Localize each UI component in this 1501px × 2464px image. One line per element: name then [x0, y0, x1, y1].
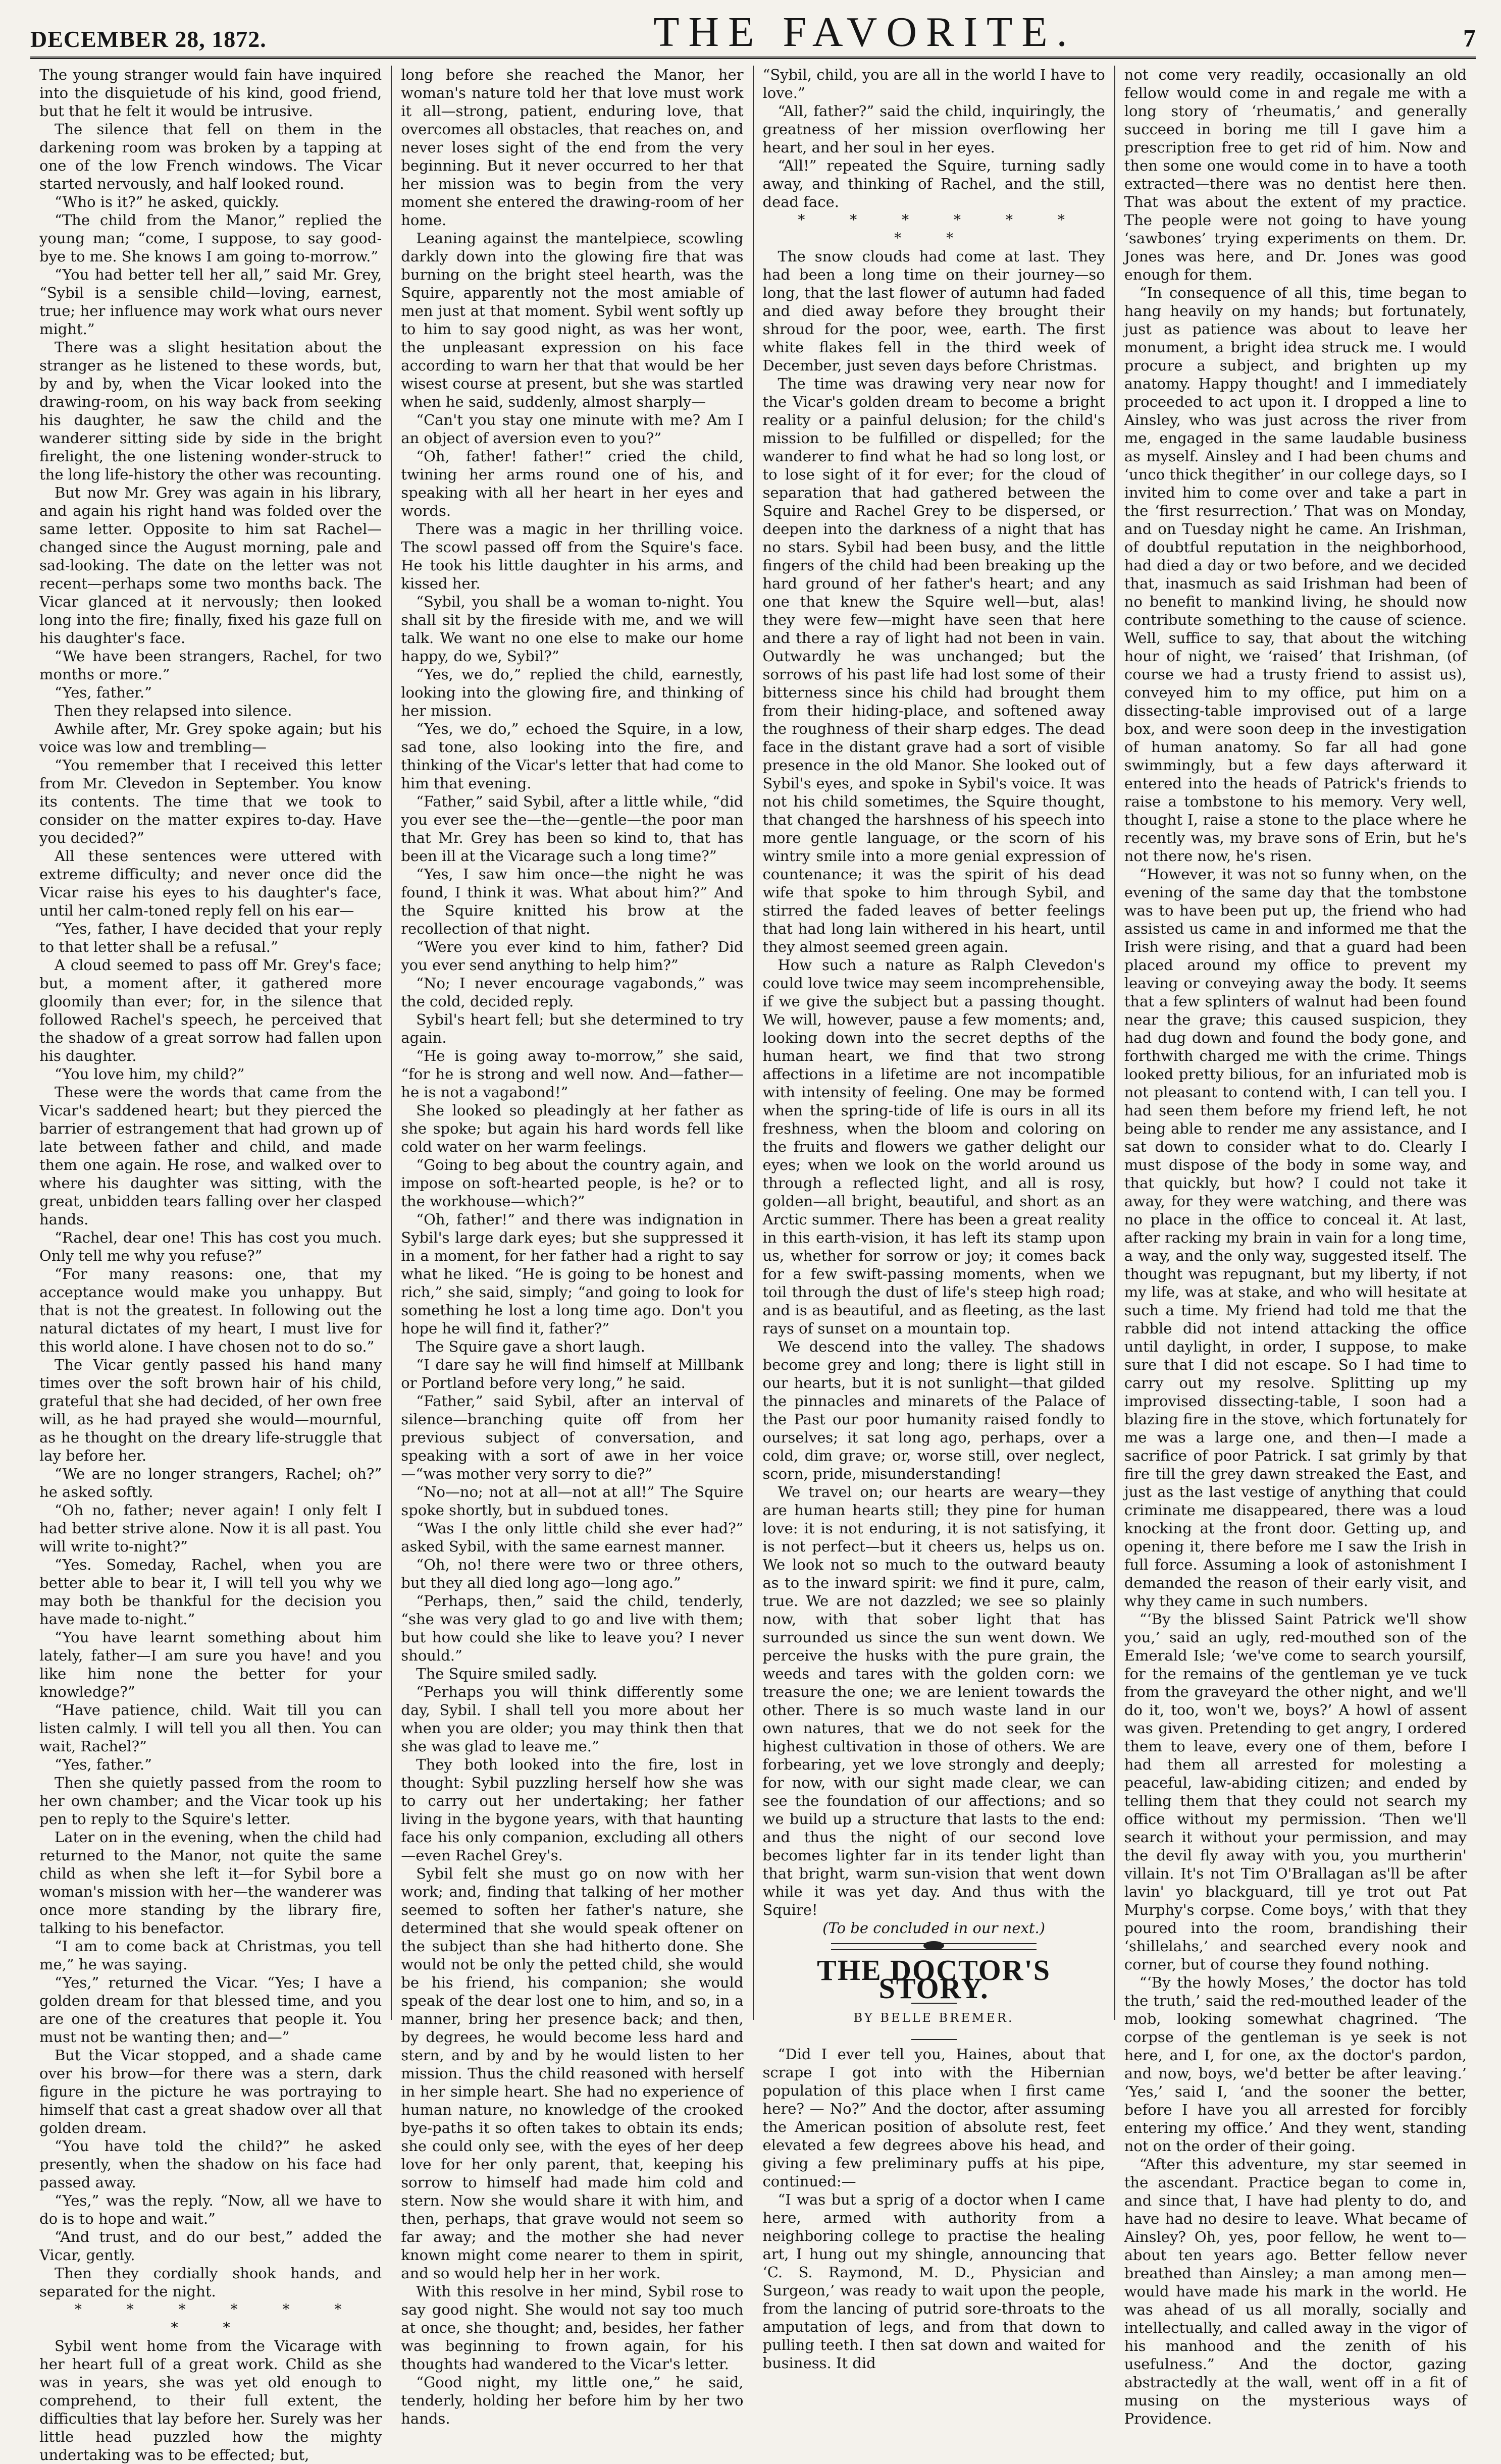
- paragraph: Leaning against the mantelpiece, scowling darkly down into the glowing fire that was burning on the bright steel hearth, was the Squire, apparently not the most amiable of men just at that moment. Sybil went softly up to him to say good night, as was her wont, the unpleasant expression on his face according to warn her that that would be her wisest course at present, but she was startled when he said, suddenly, almost sharply—: [401, 230, 744, 410]
- paragraph: “You have told the child?” he asked presently, when the shadow on his face had passed away.: [39, 2137, 382, 2191]
- section-divider: [831, 1943, 1037, 1950]
- paragraph: There was a slight hesitation about the stranger as he listened to these words, but, by and by, when the Vicar looked into the drawing-room, on his way back from seeking his daughter, he saw the child and the wanderer sitting side by side in the bright firelight, the one listening wonder-struck to the long life-history the other was recounting.: [39, 339, 382, 483]
- paragraph: “Perhaps, then,” said the child, tenderly, “she was very glad to go and live with them; but how could she like to leave you? I never should.”: [401, 1592, 744, 1664]
- paragraph: “Who is it?” he asked, quickly.: [55, 193, 280, 210]
- paragraph: “Going to beg about the country again, and impose on soft-hearted people, is he? or to the workhouse—which?”: [401, 1156, 744, 1210]
- paragraph: “Yes, father.”: [55, 684, 152, 701]
- paragraph: Sybil went home from the Vicarage with her heart full of a great work. Child as she was in years, she was yet old enough to comprehend, to their full extent, the difficulties that lay before her. Surely was her little head puzzled how the mighty undertaking was to be effected; but,: [39, 2337, 382, 2463]
- paragraph: But the Vicar stopped, and a shade came over his brow—for there was a stern, dark figure in the picture he was portraying to himself that cast a great shadow over all that golden dream.: [39, 2047, 382, 2136]
- paragraph: “However, it was not so funny when, on the evening of the same day that the tombstone was to have been put up, the friend who had assisted us came in and informed me that the Irish were rising, and that a guard had been placed around my office to prevent my leaving or conveying away the body. It seems that a few splinters of walnut had been found near the grave; this caused suspicion, they had dug down and found the body gone, and forthwith charged me with the crime. Things looked pretty bilious, for an infuriated mob is not pleasant to contend with, I can tell you. I had seen them before my friend left, he not being able to render me any assistance, and I sat down to consider what to do. Clearly I must dispose of the body in some way, and that quickly, but how? I could not take it away, for they were watching, and there was no place in the office to conceal it. At last, after racking my brain in vain for a long time, a way, and the only way, suggested itself. The thought was repugnant, but my liberty, if not my life, was at stake, and who will hesitate at such a time. My friend had told me that the rabble did not intend attacking the office until daylight, in order, I suppose, to make sure that I did not escape. So I had time to carry out my resolve. Splitting up my improvised dissecting-table, I soon had a blazing fire in the stove, which fortunately for me was a large one, and then—I made a sacrifice of poor Patrick. I sat grimly by that fire till the grey dawn streaked the East, and just as the last vestige of anything that could criminate me disappeared, there was a loud knocking at the front door. Getting up, and opening it, there before me I saw the Irish in full force. Assuming a look of astonishment I demanded the reason of their early visit, and why they came in such numbers.: [1124, 866, 1467, 1610]
- paragraph: “Father,” said Sybil, after a little while, “did you ever see the—the—gentle—the poor man that Mr. Grey has been so kind to, that has been ill at the Vicarage such a long time?”: [401, 793, 744, 865]
- paragraph: We travel on; our hearts are weary—they are human hearts still; they pine for human love: it is not enduring, it is not satisfying, it is not perfect—but it cheers us, helps us on. We look not so much to the outward beauty as to the inward spirit: we find it pure, calm, true. We are not dazzled; we see so plainly now, with that sober light that has surrounded us since the sun went down. We perceive the husks with the pure grain, the weeds and tares with the golden corn: we treasure the one; we are lenient towards the other. There is so much waste land in our own natures, that we do not seek for the highest cultivation in those of others. We are forbearing, yet we love strongly and deeply; for now, with our sight made clear, we can see the foundation of our affections; and so we build up a structure that lasts to the end: and thus the night of our second love becomes lighter far in its tender light than that bright, warm sun-vision that went down while it was yet day. And thus with the Squire!: [762, 1483, 1105, 1918]
- paragraph: “Sybil, you shall be a woman to-night. You shall sit by the fireside with me, and we will talk. We want no one else to make our home happy, do we, Sybil?”: [401, 593, 744, 665]
- paragraph: How such a nature as Ralph Clevedon's could love twice may seem incomprehensible, if we give the subject but a passing thought. We will, however, pause a few moments; and, looking down into the secret depths of the human heart, we find that two strong affections in a lifetime are not incompatible with intensity of feeling. One may be formed when the spring-tide of life is ours in all its freshness, when the bloom and coloring on the fruits and flowers we gather delight our eyes; when we look on the world around us through a reflected light, and all is rosy, golden—all bright, beautiful, and short as an Arctic summer. There has been a great reality in this earth-vision, it has left its stamp upon us, whether for sorrow or joy; it comes back for a few swift-passing moments, when we toil through the dust of life's steep high road; and is as beautiful, and as fleeting, as the last rays of sunset on a mountain top.: [762, 956, 1105, 1337]
- text-columns: [30, 66, 1476, 2463]
- paragraph: “Yes, we do,” echoed the Squire, in a low, sad tone, also looking into the fire, and thinking of the Vicar's letter that had come to him that evening.: [401, 720, 744, 792]
- paragraph: The Vicar gently passed his hand many times over the soft brown hair of his child, grateful that she had decided, of her own free will, as he had prayed she would—mournful, as he thought on the dreary life-struggle that lay before her.: [39, 1356, 382, 1464]
- paragraph: “Yes,” was the reply. “Now, all we have to do is to hope and wait.”: [39, 2192, 382, 2227]
- paragraph: The young stranger would fain have inquired into the disquietude of his kind, good friend, but that he felt it would be intrusive.: [39, 66, 382, 120]
- page-header: [30, 10, 1476, 59]
- paragraph: All these sentences were uttered with extreme difficulty; and never once did the Vicar raise his eyes to his daughter's face, until her calm-toned reply fell on his ear—: [39, 847, 382, 919]
- paragraph: “Yes, father.”: [55, 1756, 152, 1773]
- paragraph: “Sybil, child, you are all in the world I have to love.”: [762, 66, 1105, 101]
- continuation-note: (To be concluded in our next.): [822, 1919, 1046, 1937]
- column-3: [754, 66, 1115, 2372]
- byline-rule: [911, 2039, 957, 2040]
- paragraph: “Rachel, dear one! This has cost you much. Only tell me why you refuse?”: [39, 1229, 382, 1264]
- paragraph: “I dare say he will find himself at Millbank or Portland before very long,” he said.: [401, 1356, 744, 1391]
- paragraph: “We are no longer strangers, Rachel; oh?” he asked softly.: [39, 1465, 382, 1501]
- story-title: THE DOCTOR'S STORY.: [817, 1954, 1051, 2005]
- paragraph: “Yes, father, I have decided that your reply to that letter shall be a refusal.”: [39, 920, 382, 955]
- paragraph: “Father,” said Sybil, after an interval of silence—branching quite off from her previous subject of conversation, and speaking with a sort of awe in her voice—“was mother very sorry to die?”: [401, 1392, 744, 1482]
- paragraph: Sybil felt she must go on now with her work; and, finding that talking of her mother seemed to soften her father's nature, she determined that she would speak oftener on the subject than she had hitherto done. She would not be only the petted child, she would be his friend, his companion; she would speak of the dear lost one to him, and so, in a manner, bring her presence back; and then, by degrees, he would become less hard and stern, and by and by he would listen to her mission. Thus the child reasoned with herself in her simple heart. She had no experience of human nature, no knowledge of the crooked bye-paths it so often takes to obtain its ends; she could only see, with the eyes of her deep love for her only parent, that, keeping his sorrow to himself had made him cold and stern. Now she would share it with him, and then, perhaps, that grave would not seem so far away; and the mother she had never known might come nearer to them in spirit, and so would help her in her work.: [401, 1865, 744, 2282]
- paragraph: The Squire gave a short laugh.: [416, 1338, 645, 1355]
- paragraph: long before she reached the Manor, her woman's nature told her that love must work it all—strong, patient, enduring love, that overcomes all obstacles, that reaches on, and never loses sight of the end from the very beginning. But it never occurred to her that her mission was to begin from the very moment she entered the drawing-room of her home.: [401, 66, 744, 229]
- paragraph: “Oh, no! there were two or three others, but they all died long ago—long ago.”: [401, 1556, 744, 1591]
- paragraph: “For many reasons: one, that my acceptance would make you unhappy. But that is not the greatest. In following out the natural dictates of my heart, I must live for this world alone. I have chosen not to do so.”: [39, 1265, 382, 1355]
- paragraph: “All, father?” said the child, inquiringly, the greatness of her mission overflowing her heart, and her soul in her eyes.: [762, 102, 1105, 156]
- paragraph: The time was drawing very near now for the Vicar's golden dream to become a bright reality or a painful delusion; for the child's mission to be fulfilled or dispelled; for the wanderer to find what he had so long lost, or to lose sight of it for ever; for the cloud of separation that had gathered between the Squire and Rachel Grey to be dispersed, or deepen into the darkness of a night that has no stars. Sybil had been busy, and the little fingers of the child had been breaking up the hard ground of her father's heart; and any one that knew the Squire well—but, alas! they were few—might have seen that here and there a ray of light had not been in vain. Outwardly he was unchanged; but the sorrows of his past life had lost some of their bitterness since his child had brought them from their hiding-place, and softened away the roughness of their sharp edges. The dead face in the distant grave had a sort of visible presence in the old Manor. She looked out of Sybil's eyes, and spoke in Sybil's voice. It was not his child sometimes, the Squire thought, that changed the harshness of his speech into more gentle language, or the scorn of his wintry smile into a more genial expression of countenance; it was the spirit of his dead wife that spoke to him through Sybil, and stirred the faded leaves of better feelings that had long lain withered in his heart, until they almost seemed green again.: [762, 375, 1105, 955]
- paragraph: “In consequence of all this, time began to hang heavily on my hands; but fortunately, just as patience was about to leave her monument, a bright idea struck me. I would procure a subject, and brighten up my anatomy. Happy thought! and I immediately proceeded to act upon it. I dropped a line to Ainsley, who was just across the river from me, engaged in the same laudable business as myself. Ainsley and I had been chums and ‘unco thick thegither’ in our college days, so I invited him to come over and take a part in the ‘first resurrection.’ That was on Monday, and on Tuesday night he came. An Irishman, of doubtful reputation in the neighborhood, had died a day or two before, and we decided that, inasmuch as said Irishman had been of no benefit to mankind living, he should now contribute something to the cause of science. Well, suffice to say, that about the witching hour of night, we ‘raised’ that Irishman, (of course we had a trusty friend to assist us), conveyed him to my office, put him on a dissecting-table improvised out of a large box, and were soon deep in the investigation of human anatomy. So far all had gone swimmingly, but a few days afterward it entered into the heads of Patrick's friends to raise a tombstone to his memory. Very well, thought I, raise a stone to the place where he recently was, my brave sons of Erin, but he's not there now, he's risen.: [1124, 284, 1467, 865]
- story-byline: BY BELLE BREMER.: [853, 2011, 1014, 2025]
- paragraph: These were the words that came from the Vicar's saddened heart; but they pierced the barrier of estrangement that had grown up of late between father and child, and made them one again. He rose, and walked over to where his daughter was sitting, with the great, unbidden tears falling over her clasped hands.: [39, 1084, 382, 1228]
- paragraph: Then they relapsed into silence.: [55, 702, 292, 719]
- paragraph: “All!” repeated the Squire, turning sadly away, and thinking of Rachel, and the still, dead face.: [762, 157, 1105, 210]
- paragraph: “‘By the howly Moses,’ the doctor has told the truth,’ said the red-mouthed leader of the mob, looking somewhat chagrined. ‘The corpse of the gentleman is ye seek is not here, and I, for one, ax the doctor's pardon, and now, boys, we'd better be after leaving.’ ‘Yes,’ said I, ‘and the sooner the better, before I have you all arrested for forcibly entering my office.’ And they went, standing not on the order of their going.: [1124, 1974, 1467, 2155]
- paragraph: The snow clouds had come at last. They had been a long time on their journey—so long, that the last flower of autumn had faded and died away before they brought their shroud for the poor, wee, earth. The first white flakes fell in the third week of December, just seven days before Christmas.: [762, 248, 1105, 374]
- paragraph: “Was I the only little child she ever had?” asked Sybil, with the same earnest manner.: [401, 1520, 744, 1555]
- paragraph: “After this adventure, my star seemed in the ascendant. Practice began to come in, and since that, I have had plenty to do, and have had no desire to leave. What became of Ainsley? Oh, yes, poor fellow, he went to—about ten years ago. Better fellow never breathed than Ainsley; a man among men—would have made his mark in the world. He was ahead of us all morally, socially and intellectually, and called away in the vigor of his manhood and the zenith of his usefulness.” And the doctor, gazing abstractedly at the wall, went off in a fit of musing on the mysterious ways of Providence.: [1124, 2156, 1467, 2427]
- paragraph: “No; I never encourage vagabonds,” was the cold, decided reply.: [401, 975, 744, 1010]
- paragraph: “I was but a sprig of a doctor when I came here, armed with authority from a neighboring college to practise the healing art, I hung out my shingle, announcing that ‘C. S. Raymond, M. D., Physician and Surgeon,’ was ready to wait upon the people, from the lancing of putrid sore-throats to the amputation of legs, and from that down to pulling teeth. I then sat down and waited for business. It did: [762, 2191, 1105, 2372]
- section-break-stars: * * * * * * * *: [74, 2301, 362, 2336]
- paragraph: “Yes. Someday, Rachel, when you are better able to bear it, I will tell you why we may both be thankful for the decision you have made to-night.”: [39, 1556, 382, 1628]
- column-4: [1115, 66, 1476, 2427]
- issue-date: DECEMBER 28, 1872.: [30, 26, 267, 52]
- paragraph: “The child from the Manor,” replied the young man; “come, I suppose, to say good-bye to me. She knows I am going to-morrow.”: [39, 211, 382, 265]
- paragraph: “Perhaps you will think differently some day, Sybil. I shall tell you more about her when you are older; you may think then that she was glad to leave me.”: [401, 1683, 744, 1755]
- paragraph: not come very readily, occasionally an old fellow would come in and regale me with a long story of ‘rheumatis,’ and generally succeed in boring me till I gave him a prescription free to get rid of him. Now and then some one would come in to have a tooth extracted—there was no dentist here then. That was about the extent of my practice. The people were not going to have young ‘sawbones’ trying experiments on them. Dr. Jones was here, and Dr. Jones was good enough for them.: [1124, 66, 1467, 283]
- paragraph: “Oh no, father; never again! I only felt I had better strive alone. Now it is all past. You will write to-night?”: [39, 1502, 382, 1555]
- column-1: [30, 66, 392, 2463]
- paragraph: “Yes, I saw him once—the night he was found, I think it was. What about him?” And the Squire knitted his brow at the recollection of that night.: [401, 866, 744, 937]
- paragraph: “Good night, my little one,” he said, tenderly, holding her before him by her two hands.: [401, 2374, 744, 2427]
- page-number: 7: [1463, 24, 1476, 52]
- paragraph: They both looked into the fire, lost in thought: Sybil puzzling herself how she was to carry out her undertaking; her father living in the bygone years, with that haunting face his only companion, excluding all others—even Rachel Grey's.: [401, 1756, 744, 1864]
- paragraph: “Oh, father!” and there was indignation in Sybil's large dark eyes; but she suppressed it in a moment, for her father had a right to say what he liked. “He is going to be honest and rich,” she said, simply; “and going to look for something he lost a long time ago. Don't you hope he will find it, father?”: [401, 1211, 744, 1337]
- paragraph: “Have patience, child. Wait till you can listen calmly. I will tell you all then. You can wait, Rachel?”: [39, 1701, 382, 1755]
- paragraph: “You love him, my child?”: [55, 1065, 245, 1083]
- paragraph: A cloud seemed to pass off Mr. Grey's face; but, a moment after, it gathered more gloomily than ever; for, in the silence that followed Rachel's speech, he perceived that the shadow of a great sorrow had fallen upon his daughter.: [39, 956, 382, 1064]
- paragraph: “Were you ever kind to him, father? Did you ever send anything to help him?”: [401, 938, 744, 974]
- paragraph: Later on in the evening, when the child had returned to the Manor, not quite the same child as when she left it—for Sybil bore a woman's mission with her—the wanderer was once more standing by the library fire, talking to his benefactor.: [39, 1829, 382, 1937]
- paragraph: “You had better tell her all,” said Mr. Grey, “Sybil is a sensible child—loving, earnest, true; her influence may work what ours never might.”: [39, 266, 382, 338]
- paragraph: Awhile after, Mr. Grey spoke again; but his voice was low and trembling—: [39, 720, 382, 756]
- paragraph: “Can't you stay one minute with me? Am I an object of aversion even to you?”: [401, 411, 744, 447]
- paragraph: “Yes, we do,” replied the child, earnestly, looking into the glowing fire, and thinking of her mission.: [401, 666, 744, 719]
- paragraph: Then she quietly passed from the room to her own chamber; and the Vicar took up his pen to reply to the Squire's letter.: [39, 1774, 382, 1828]
- paragraph: “And trust, and do our best,” added the Vicar, gently.: [39, 2228, 382, 2264]
- paragraph: “You remember that I received this letter from Mr. Clevedon in September. You know its contents. The time that we took to consider on the matter expires to-day. Have you decided?”: [39, 757, 382, 846]
- paragraph: “I am to come back at Christmas, you tell me,” he was saying.: [39, 1938, 382, 1973]
- paragraph: “Oh, father! father!” cried the child, twining her arms round one of his, and speaking with all her heart in her eyes and words.: [401, 448, 744, 519]
- section-break-stars: * * * * * * * *: [798, 211, 1085, 246]
- paragraph: “‘By the blissed Saint Patrick we'll show you,’ said an ugly, red-mouthed son of the Emerald Isle; ‘we've come to search yoursilf, for the remains of the gentleman ye ve tuck from the graveyard the other night, and we'll do it, too, won't we, boys?’ A howl of assent was given. Pretending to get angry, I ordered them to leave, every one of them, before I had them all arrested for molesting a peaceful, law-abiding citizen; and ended by telling them that they could not search my office without my permission. ‘Then we'll search it without your permission, and may the devil fly away with you, you murtherin' villain. It's not Tim O'Brallagan as'll be after lavin' yo blackguard, till ye trot out Pat Murphy's corpse. Come boys,’ with that they poured into the room, brandishing their ‘shillelahs,’ and searched every nook and corner, but of course they found nothing.: [1124, 1611, 1467, 1973]
- paragraph: “You have learnt something about him lately, father—I am sure you have! and you like him none the better for your knowledge?”: [39, 1629, 382, 1700]
- paragraph: She looked so pleadingly at her father as she spoke; but again his hard words fell like cold water on her warm feelings.: [401, 1102, 744, 1155]
- masthead-title: THE FAVORITE.: [653, 9, 1076, 56]
- column-2: [392, 66, 753, 2427]
- paragraph: “He is going away to-morrow,” she said, “for he is strong and well now. And—father—he is not a vagabond!”: [401, 1047, 744, 1101]
- paragraph: “No—no; not at all—not at all!” The Squire spoke shortly, but in subdued tones.: [401, 1483, 744, 1519]
- paragraph: With this resolve in her mind, Sybil rose to say good night. She would not say too much at once, she thought; and, besides, her father was beginning to frown again, for his thoughts had wandered to the Vicar's letter.: [401, 2283, 744, 2373]
- paragraph: The Squire smiled sadly.: [416, 1665, 597, 1682]
- paragraph: There was a magic in her thrilling voice. The scowl passed off from the Squire's face. He took his little daughter in his arms, and kissed her.: [401, 520, 744, 592]
- paragraph: “Yes,” returned the Vicar. “Yes; I have a golden dream for that blessed time, and you are one of the creatures that people it. You must not be wanting then; and—”: [39, 1974, 382, 2046]
- paragraph: Then they cordially shook hands, and separated for the night.: [39, 2265, 382, 2300]
- paragraph: But now Mr. Grey was again in his library, and again his right hand was folded over the same letter. Opposite to him sat Rachel—changed since the August morning, pale and sad-looking. The date on the letter was not recent—perhaps some two months back. The Vicar glanced at it nervously; then looked long into the fire; finally, fixed his gaze full on his daughter's face.: [39, 484, 382, 647]
- paragraph: “Did I ever tell you, Haines, about that scrape I got into with the Hibernian population of this place when I first came here? — No?” And the doctor, after assuming the American position of absolute rest, feet elevated a few degrees above his head, and giving a few preliminary puffs at his pipe, continued:—: [762, 2046, 1105, 2190]
- paragraph: Sybil's heart fell; but she determined to try again.: [401, 1011, 744, 1046]
- paragraph: “We have been strangers, Rachel, for two months or more.”: [39, 648, 382, 683]
- paragraph: We descend into the valley. The shadows become grey and long; there is light still in our hearts, but it is not sunlight—that gilded the pinnacles and minarets of the Palace of the Past our poor humanity raised fondly to ourselves; it sat long ago, perhaps, over a cold, dim grave; or, worse still, over neglect, scorn, pride, misunderstanding!: [762, 1338, 1105, 1482]
- paragraph: The silence that fell on them in the darkening room was broken by a tapping at one of the low French windows. The Vicar started nervously, and half looked round.: [39, 121, 382, 192]
